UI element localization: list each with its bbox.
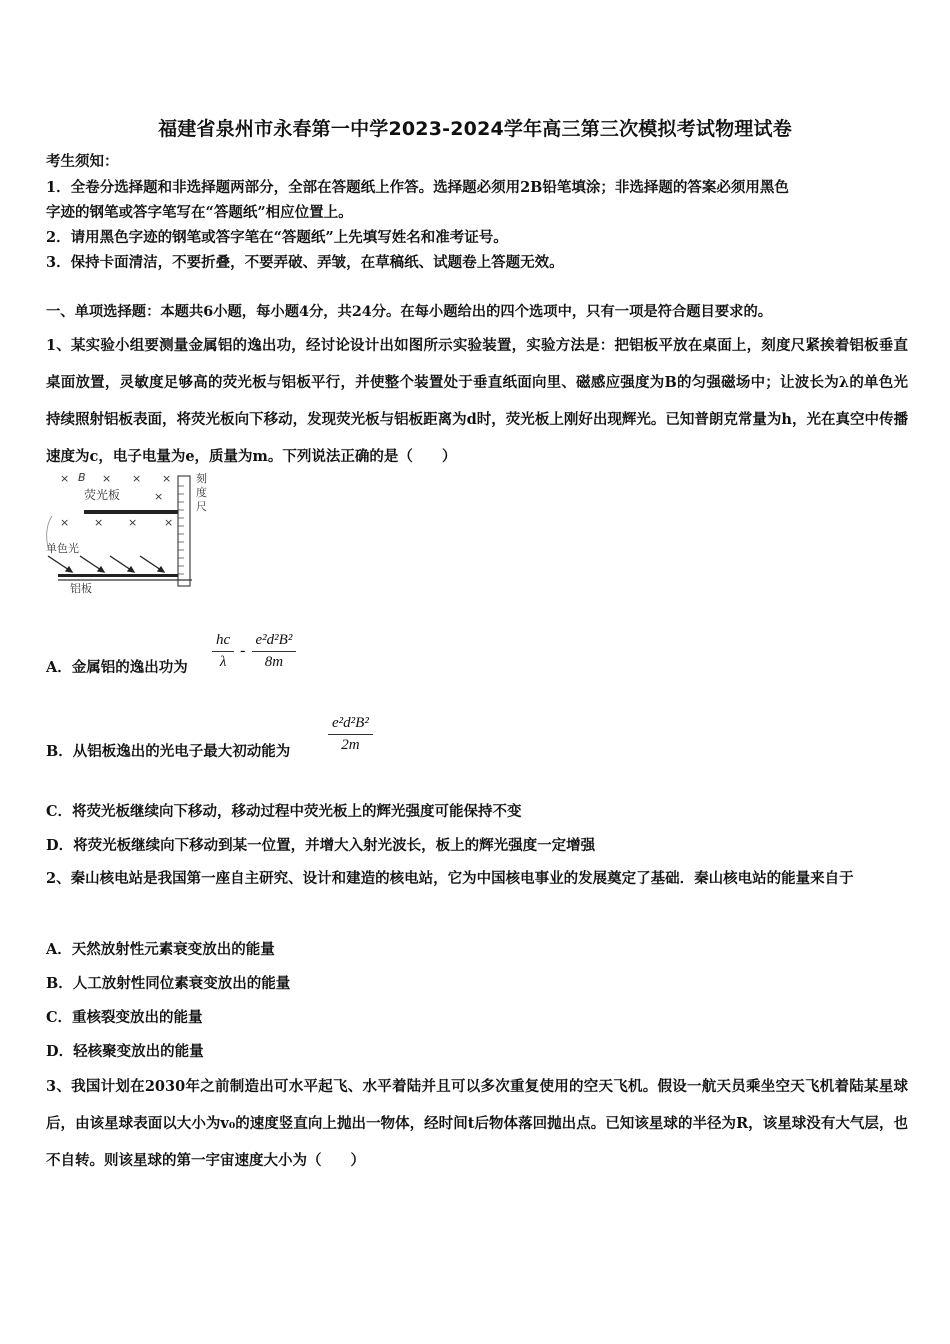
- ruler-label: 刻: [196, 472, 207, 485]
- fluorescent-screen: [84, 510, 178, 514]
- option-a-formula: [210, 632, 298, 671]
- option-a: [46, 656, 188, 677]
- ruler-label: 尺: [196, 500, 207, 513]
- question-3-stem: 3、我国计划在2030年之前制造出可水平起飞、水平着陆并且可以多次重复使用的空天飞机。假设一航天员乘坐空天飞机着陆某星球后，由该星球表面以大小为v₀的速度竖直向上抛出一物体，经时间t后物体落回抛出点。已知该星球的半径为R，该星球没有大气层，也不自转。则该星球的第一宇宙速度大小为（ ）: [46, 1078, 908, 1169]
- fraction: [252, 632, 297, 671]
- cross-mark: ×: [60, 472, 70, 485]
- numerator: e²d²B²: [328, 715, 373, 735]
- notes-item: 1．全卷分选择题和非选择题两部分，全部在答题纸上作答。选择题必须用2B铅笔填涂；非选择题的答案必须用黑色: [46, 179, 789, 196]
- minus-sign: -: [240, 642, 246, 660]
- question-1-stem: 1、某实验小组要测量金属铝的逸出功，经讨论设计出如图所示实验装置，实验方法是：把铝板平放在桌面上，刻度尺紧挨着铝板垂直桌面放置，灵敏度足够高的荧光板与铝板平行，并使整个装置处于垂直纸面向里、磁感应强度为B的匀强磁场中；让波长为λ的单色光持续照射铝板表面，将荧光板向下移动，发现荧光板与铝板距离为d时，荧光板上刚好出现辉光。已知普朗克常量为h，光在真空中传播速度为c，电子电量为e，质量为m。下列说法正确的是（ ）: [46, 337, 908, 465]
- option-b-formula: [326, 715, 375, 754]
- plate-label: 铝板: [70, 582, 92, 595]
- ruler: [178, 476, 190, 586]
- fraction: [328, 715, 373, 754]
- option-d: D．将荧光板继续向下移动到某一位置，并增大入射光波长，板上的辉光强度一定增强: [46, 837, 596, 854]
- option-b-text: B．从铝板逸出的光电子最大初动能为: [46, 743, 291, 760]
- denominator: 2m: [341, 737, 360, 753]
- section-heading: 一、单项选择题：本题共6小题，每小题4分，共24分。在每小题给出的四个选项中，只有一项是符合题目要求的。: [46, 304, 773, 320]
- denominator: λ: [219, 654, 227, 670]
- option-b: [46, 740, 290, 761]
- notes-item: 3．保持卡面清洁，不要折叠，不要弄破、弄皱，在草稿纸、试题卷上答题无效。: [46, 254, 564, 271]
- ruler-label: 度: [196, 486, 207, 499]
- numerator: hc: [212, 632, 234, 652]
- q2-option-c: C．重核裂变放出的能量: [46, 1009, 203, 1026]
- cross-mark: ×: [102, 472, 112, 485]
- light-label: 单色光: [46, 542, 79, 555]
- question-1-figure: [44, 468, 224, 598]
- question-2-stem: 2、秦山核电站是我国第一座自主研究、设计和建造的核电站，它为中国核电事业的发展奠定了基础．秦山核电站的能量来自于: [46, 870, 854, 887]
- q2-option-a: A．天然放射性元素衰变放出的能量: [46, 941, 275, 958]
- cross-mark: ×: [94, 516, 104, 529]
- light-rays: [48, 556, 164, 572]
- q2-option-d: D．轻核聚变放出的能量: [46, 1043, 204, 1060]
- cross-mark: ×: [162, 472, 172, 485]
- screen-label: 荧光板: [84, 488, 121, 502]
- notes-item: 字迹的钢笔或答字笔写在“答题纸”相应位置上。: [46, 204, 353, 221]
- cross-mark: ×: [128, 516, 138, 529]
- field-label: B: [78, 471, 86, 484]
- numerator: e²d²B²: [252, 632, 297, 652]
- option-c: C．将荧光板继续向下移动，移动过程中荧光板上的辉光强度可能保持不变: [46, 803, 522, 820]
- cross-mark: ×: [60, 516, 70, 529]
- fraction: [212, 632, 234, 671]
- page-title: 福建省泉州市永春第一中学2023-2024学年高三第三次模拟考试物理试卷: [158, 118, 792, 140]
- notes-item: 2．请用黑色字迹的钢笔或答字笔在“答题纸”上先填写姓名和准考证号。: [46, 229, 508, 246]
- notes-heading: 考生须知：: [46, 153, 119, 170]
- cross-mark: ×: [164, 516, 174, 529]
- denominator: 8m: [264, 654, 284, 670]
- ruler-ticks: [178, 486, 184, 574]
- cross-mark: ×: [132, 472, 142, 485]
- q2-option-b: B．人工放射性同位素衰变放出的能量: [46, 975, 291, 992]
- option-a-text: A．金属铝的逸出功为: [46, 659, 188, 676]
- cross-mark: ×: [154, 490, 164, 503]
- aluminum-plate: [58, 574, 178, 577]
